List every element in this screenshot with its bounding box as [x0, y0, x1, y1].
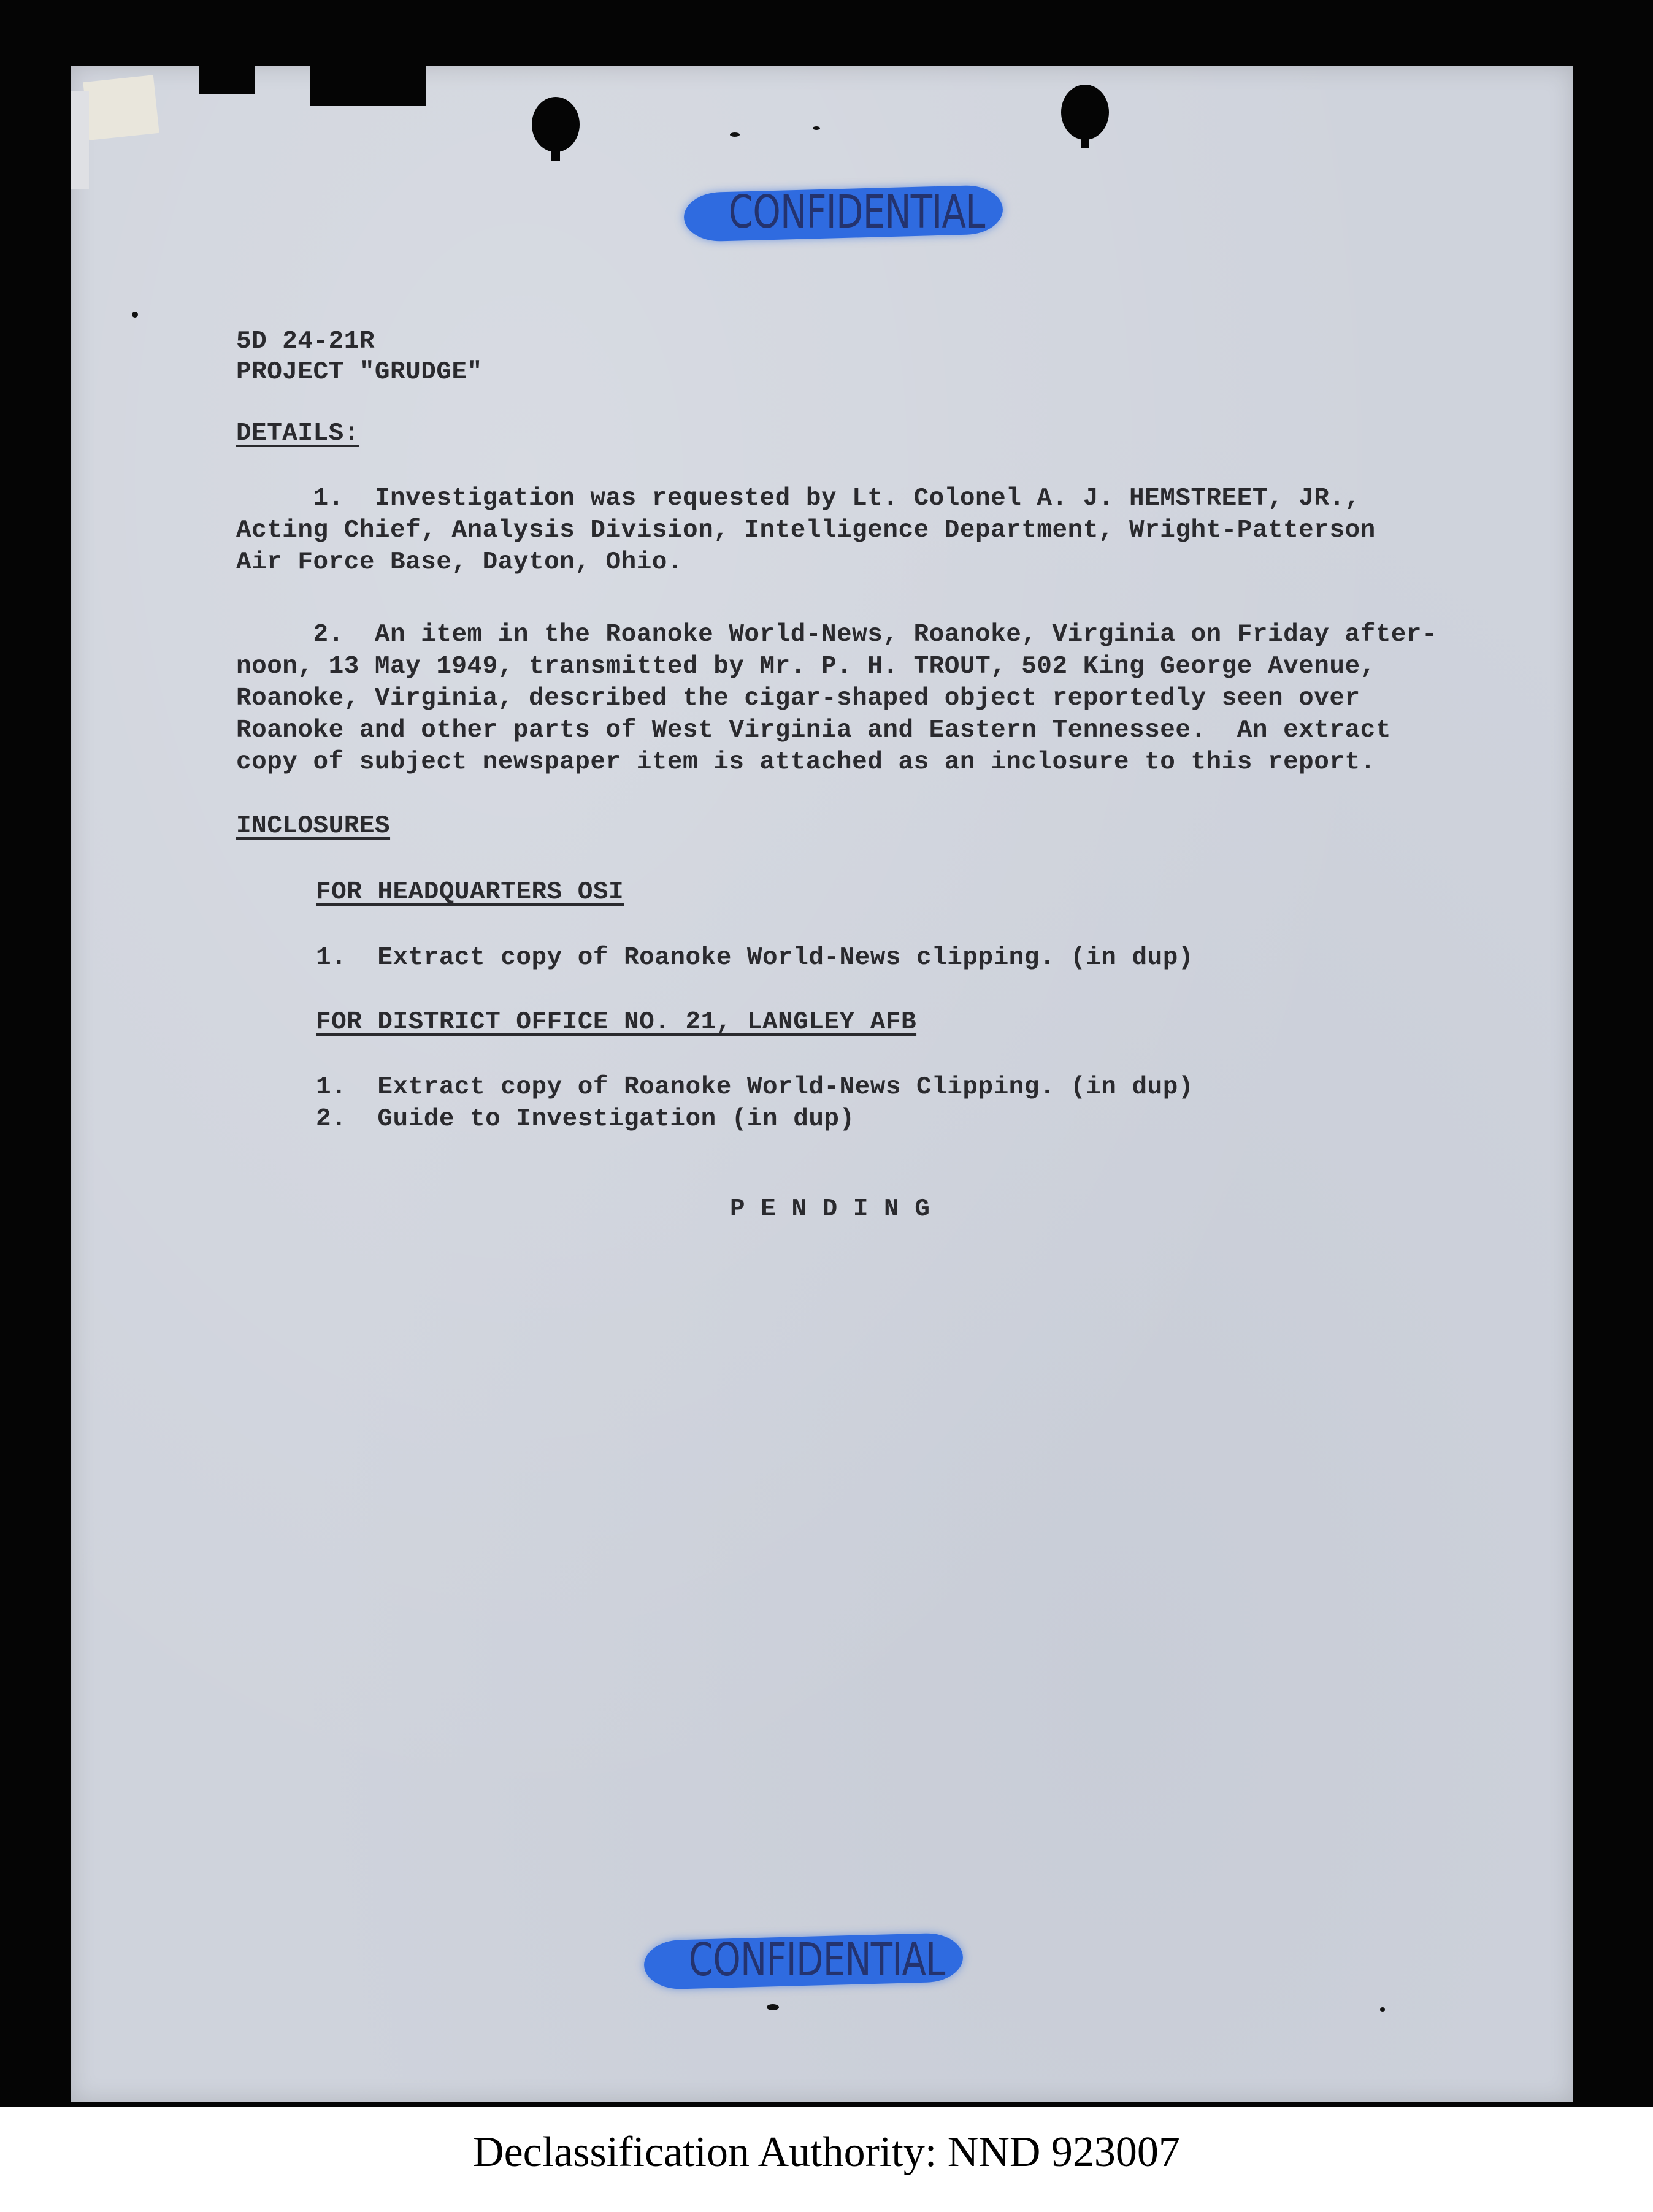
top-redaction [199, 66, 255, 94]
paragraph-1-line-1: 1. Investigation was requested by Lt. Colonel A. J. HEMSTREET, JR., [236, 484, 1360, 513]
punch-hole-left-tail [551, 134, 560, 161]
stamp-text: CONFIDENTIAL [728, 186, 985, 239]
paragraph-2-line-5: copy of subject newspaper item is attached as an inclosure to this report. [236, 748, 1376, 776]
hq-item-1: 1. Extract copy of Roanoke World-News clipping. (in dup) [316, 944, 1194, 972]
confidential-stamp-bottom [644, 1931, 963, 1989]
speck [730, 132, 740, 137]
paragraph-2-line-3: Roanoke, Virginia, described the cigar-shaped object reportedly seen over [236, 684, 1360, 713]
declassification-footer: Declassification Authority: NND 923007 [473, 2129, 1180, 2176]
speck [767, 2004, 779, 2010]
document-page [71, 66, 1573, 2102]
pending-status: P E N D I N G [730, 1195, 930, 1223]
district-item-2: 2. Guide to Investigation (in dup) [316, 1105, 855, 1133]
speck [132, 312, 138, 318]
details-heading: DETAILS: [236, 419, 359, 448]
file-number: 5D 24-21R [236, 327, 375, 356]
speck [1380, 2007, 1385, 2012]
hq-osi-heading: FOR HEADQUARTERS OSI [316, 878, 624, 906]
punch-hole-right-tail [1081, 121, 1089, 148]
paragraph-2-line-4: Roanoke and other parts of West Virginia and Eastern Tennessee. An extract [236, 716, 1391, 744]
stamp-text: CONFIDENTIAL [688, 1934, 945, 1986]
district-item-1: 1. Extract copy of Roanoke World-News Clipping. (in dup) [316, 1073, 1194, 1101]
torn-tape [83, 75, 159, 140]
project-name: PROJECT "GRUDGE" [236, 358, 483, 386]
paragraph-1-line-2: Acting Chief, Analysis Division, Intelligence Department, Wright-Patterson [236, 516, 1376, 545]
paragraph-2-line-1: 2. An item in the Roanoke World-News, Roanoke, Virginia on Friday after- [236, 621, 1438, 649]
confidential-stamp-top [684, 183, 1003, 242]
paragraph-2-line-2: noon, 13 May 1949, transmitted by Mr. P. H. TROUT, 502 King George Avenue, [236, 653, 1376, 681]
paragraph-1-line-3: Air Force Base, Dayton, Ohio. [236, 548, 683, 576]
speck [813, 126, 820, 130]
top-redaction-2 [310, 66, 426, 106]
inclosures-heading: INCLOSURES [236, 812, 391, 840]
district-office-heading: FOR DISTRICT OFFICE NO. 21, LANGLEY AFB [316, 1008, 917, 1036]
torn-tape-edge [71, 91, 89, 189]
